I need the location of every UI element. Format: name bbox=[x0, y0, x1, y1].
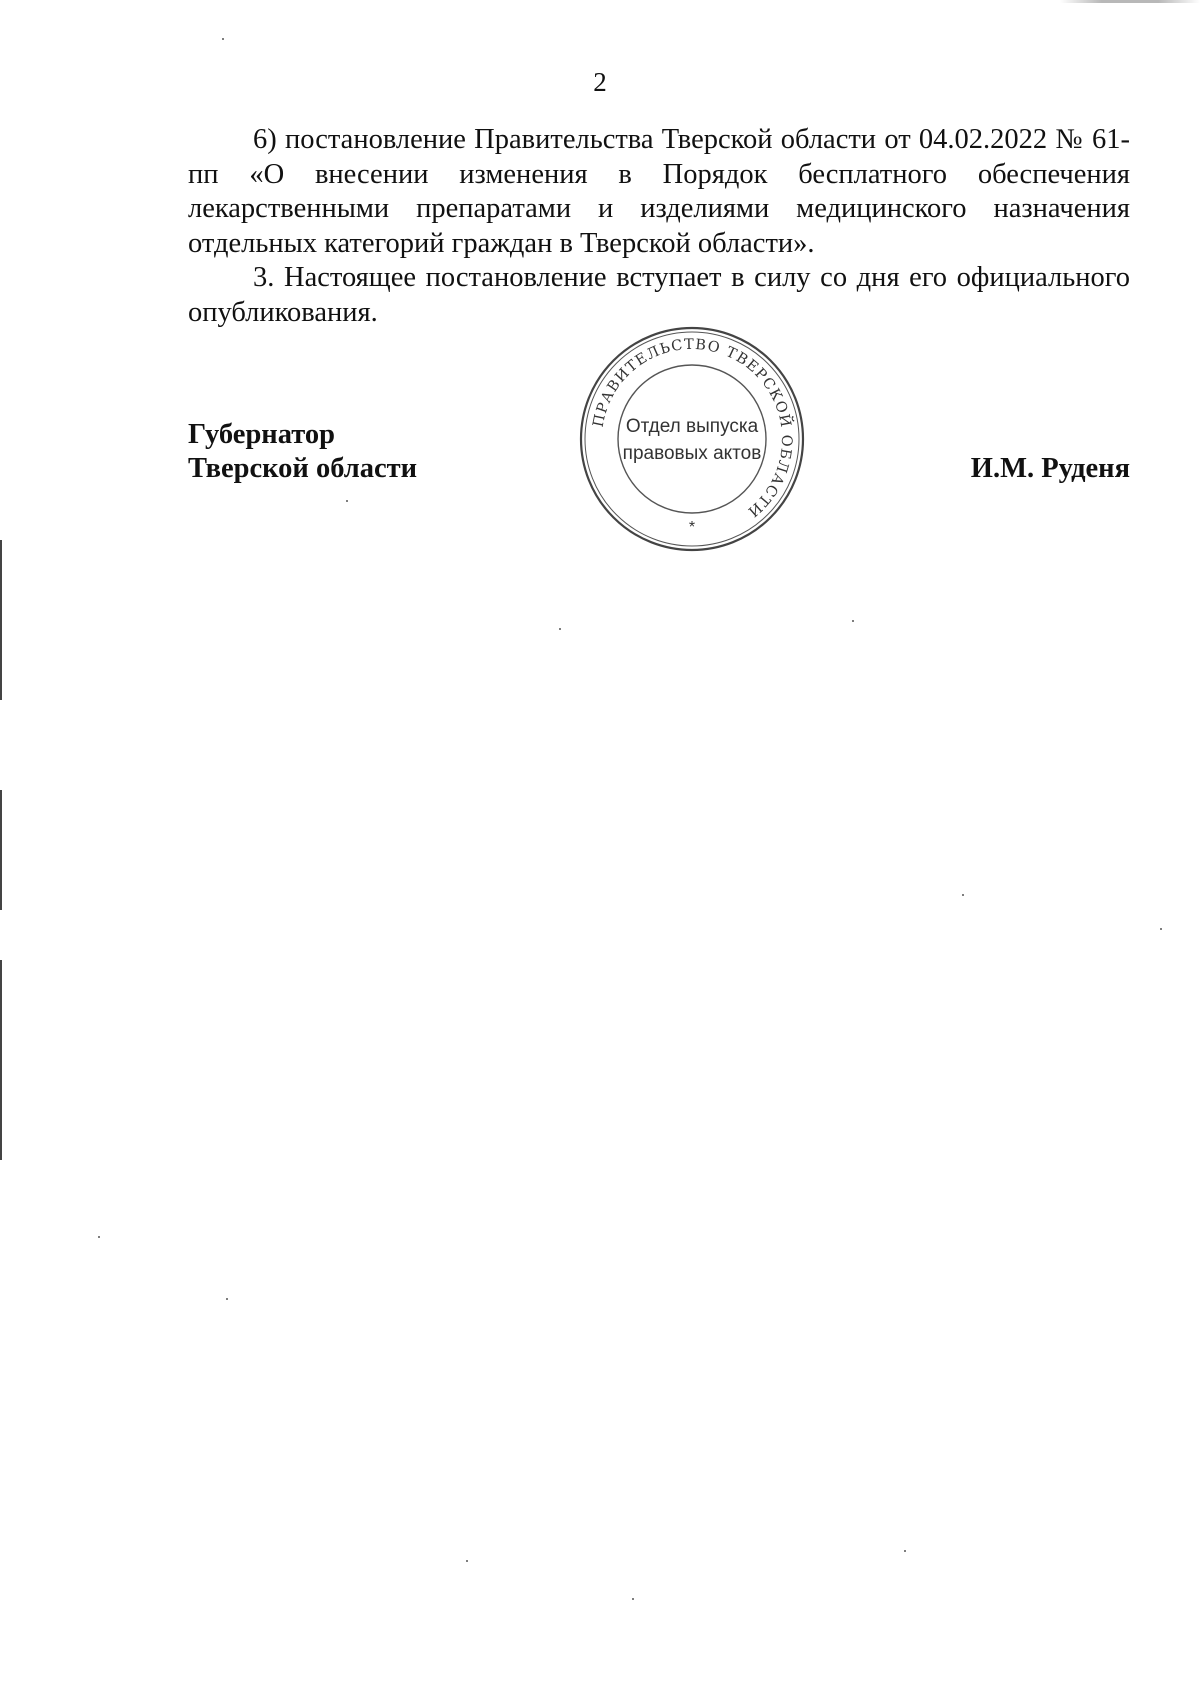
paragraph-item-3: 3. Настоящее постановление вступает в силу со дня его официального опубликования. bbox=[188, 262, 1130, 328]
document-body bbox=[188, 123, 1130, 330]
scan-speck bbox=[632, 1598, 634, 1600]
official-seal-stamp bbox=[578, 324, 806, 554]
scan-margin-mark bbox=[0, 960, 2, 1160]
scan-speck bbox=[559, 628, 561, 630]
signatory-title: Губернатор bbox=[188, 419, 335, 450]
scan-speck bbox=[226, 1298, 228, 1300]
seal-inner-line1: Отдел выпуска bbox=[625, 416, 759, 437]
scan-speck bbox=[904, 1550, 906, 1552]
scan-speck bbox=[1160, 928, 1162, 930]
scan-margin-mark bbox=[0, 540, 2, 700]
scan-edge-mark bbox=[1060, 0, 1200, 3]
signatory-position bbox=[188, 418, 417, 486]
scan-speck bbox=[98, 1236, 100, 1238]
page-number: 2 bbox=[593, 67, 607, 97]
scan-margin-mark bbox=[0, 790, 2, 910]
signatory-region: Тверской области bbox=[188, 453, 418, 484]
seal-inner-line2: правовых актов bbox=[622, 443, 762, 464]
signatory-name: И.М. Руденя bbox=[970, 453, 1130, 484]
scan-speck bbox=[222, 38, 224, 40]
seal-outer-text: ПРАВИТЕЛЬСТВО ТВЕРСКОЙ ОБЛАСТИ bbox=[590, 336, 795, 521]
seal-star: * bbox=[688, 519, 696, 536]
scan-speck bbox=[346, 500, 348, 502]
scan-speck bbox=[466, 1560, 468, 1562]
scan-speck bbox=[852, 620, 854, 622]
seal-graphic bbox=[578, 324, 806, 554]
scan-speck bbox=[962, 894, 964, 896]
paragraph-item-6: 6) постановление Правительства Тверской области от 04.02.2022 № 61-пп «О внесении изменения в Порядок бесплатного обеспечения лекарственными препаратами и изделиями медицинского назначения отдельных категорий граждан в Тверской области». bbox=[188, 124, 1130, 259]
